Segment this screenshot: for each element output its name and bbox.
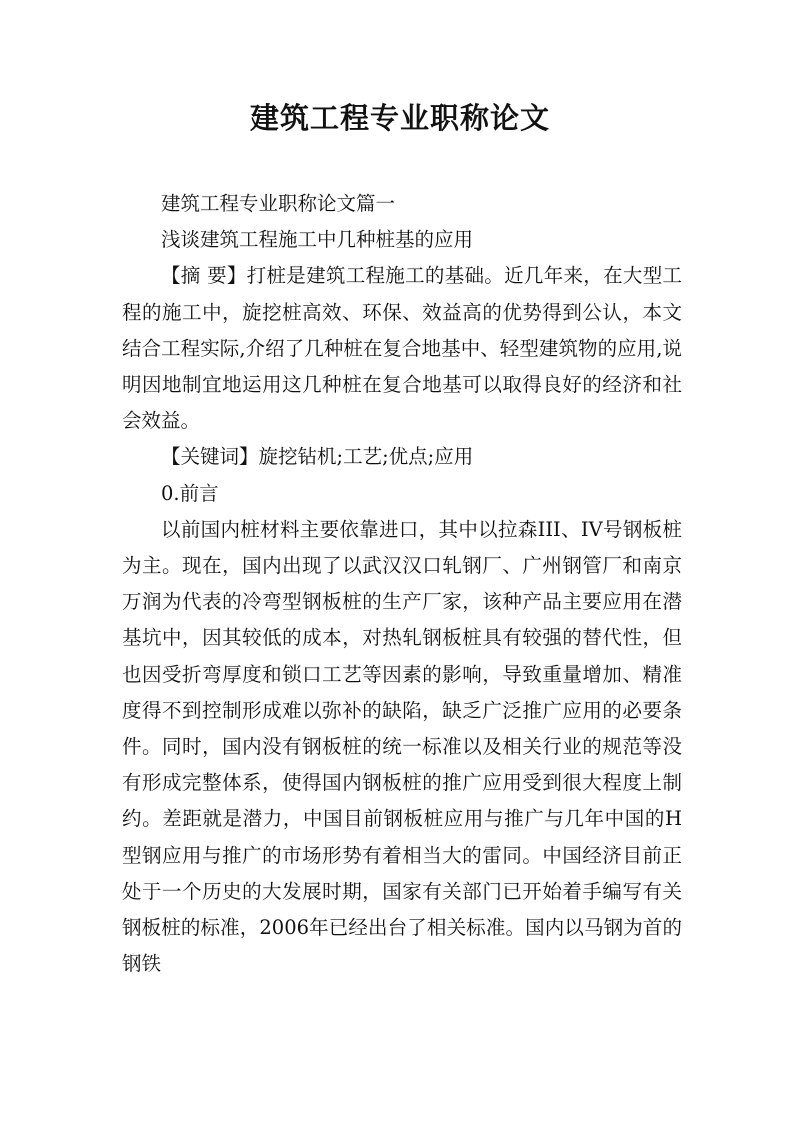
paragraph-abstract: 【摘 要】打桩是建筑工程施工的基础。近几年来，在大型工程的施工中，旋挖桩高效、环保、效益高的优势得到公认，本文结合工程实际,介绍了几种桩在复合地基中、轻型建筑物的应用,说明因地制宜地运用这几种桩在复合地基可以取得良好的经济和社会效益。 (122, 264, 682, 433)
document-body (122, 186, 682, 982)
paragraph-section-heading: 0.前言 (161, 481, 219, 505)
paragraph-body: 以前国内桩材料主要依靠进口，其中以拉森III、IV号钢板桩为主。现在，国内出现了以武汉汉口轧钢厂、广州钢管厂和南京万润为代表的冷弯型钢板桩的生产厂家，该种产品主要应用在潜基坑中，因其较低的成本，对热轧钢板桩具有较强的替代性，但也因受折弯厚度和锁口工艺等因素的影响，导致重量增加、精准度得不到控制形成难以弥补的缺陷，缺乏广泛推广应用的必要条件。同时，国内没有钢板桩的统一标准以及相关行业的规范等没有形成完整体系，使得国内钢板桩的推广应用受到很大程度上制约。差距就是潜力，中国目前钢板桩应用与推广与几年中国的H型钢应用与推广的市场形势有着相当大的雷同。中国经济目前正处于一个历史的大发展时期，国家有关部门已开始着手编写有关钢板桩的标准，2006年已经出台了相关标准。国内以马钢为首的钢铁 (122, 517, 682, 976)
paragraph-keywords: 【关键词】旋挖钻机;工艺;优点;应用 (161, 445, 474, 469)
document-title: 建筑工程专业职称论文 (249, 101, 550, 135)
paragraph-article-title: 浅谈建筑工程施工中几种桩基的应用 (161, 228, 474, 252)
paragraph-subtitle: 建筑工程专业职称论文篇一 (161, 192, 396, 215)
